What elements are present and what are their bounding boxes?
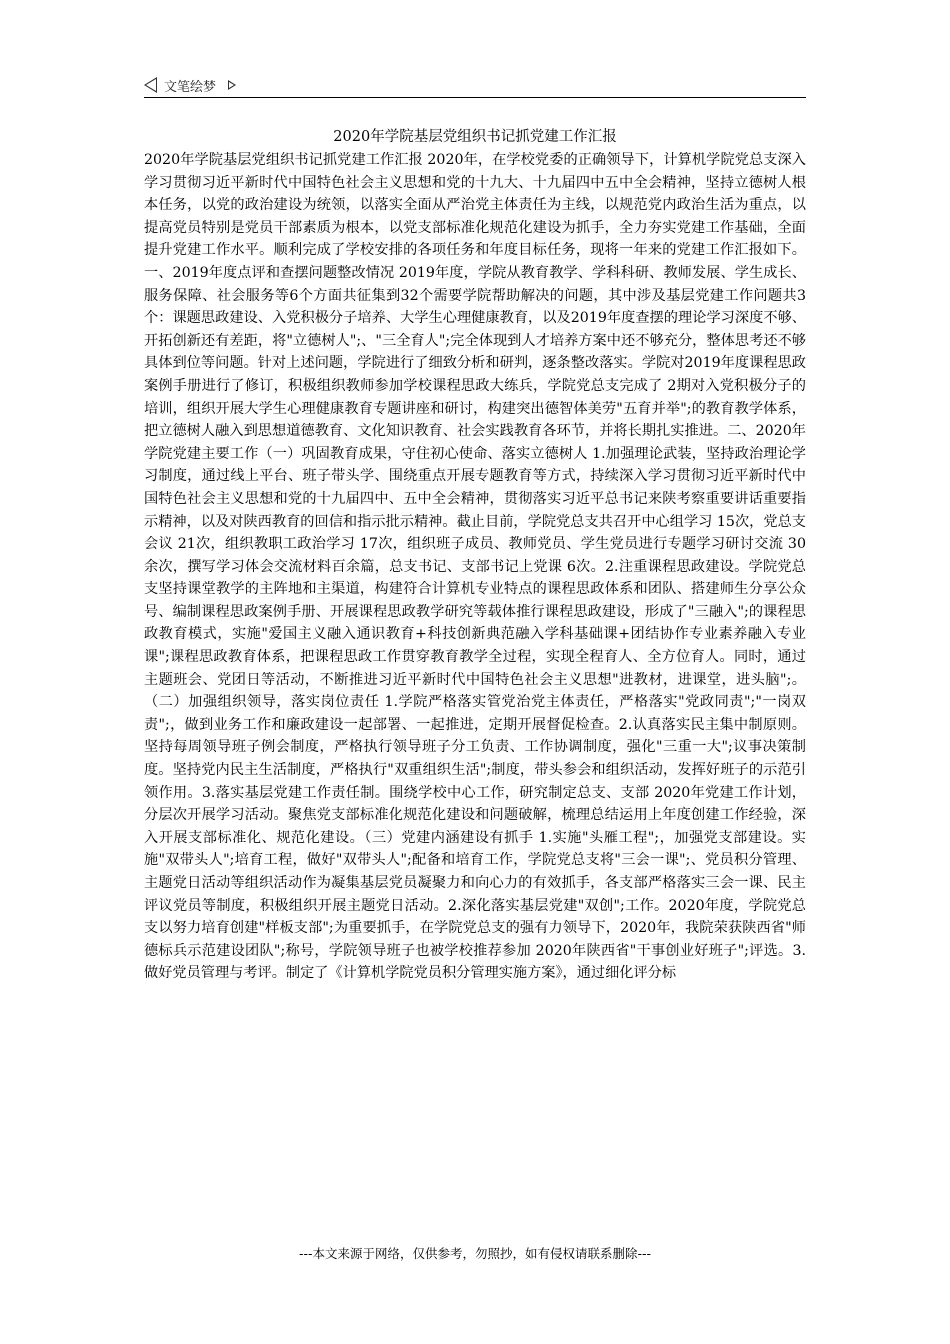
brand <box>144 72 806 98</box>
footer-notice: ---本文来源于网络，仅供参考，勿照抄，如有侵权请联系删除--- <box>298 1246 652 1261</box>
document-body: 2020年学院基层党组织书记抓党建工作汇报 2020年，在学校党委的正确领导下，计算机学院党总支深入学习贯彻习近平新时代中国特色社会主义思想和党的十九大、十九届四中五中全会精神，坚持立德树人根本任务，以党的政治建设为统领，以落实全面从严治党主体责任为主线，以规范党内政治生活为重点，以提高党员特别是党员干部素质为根本，以党支部标准化规范化建设为抓手，全力夯实党建工作基础，全面提升党建工作水平。顺利完成了学校安排的各项任务和年度目标任务，现将一年来的党建工作汇报如下。一、2019年度点评和查摆问题整改情况 2019年度，学院从教育教学、学科科研、教师发展、学生成长、服务保障、社会服务等6个方面共征集到32个需要学院帮助解决的问题，其中涉及基层党建工作问题共3个：课题思政建设、入党积极分子培养、大学生心理健康教育，以及2019年度查摆的理论学习深度不够、开拓创新还有差距，将"立德树人";、"三全育人";完全体现到人才培养方案中还不够充分，整体思考还不够具体到位等问题。针对上述问题，学院进行了细致分析和研判，逐条整改落实。学院对2019年度课程思政案例手册进行了修订，积极组织教师参加学校课程思政大练兵，学院党总支完成了 2期对入党积极分子的培训，组织开展大学生心理健康教育专题讲座和研讨，构建突出德智体美劳"五育并举";的教育教学体系，把立德树人融入到思想道德教育、文化知识教育、社会实践教育各环节，并将长期扎实推进。二、2020年学院党建主要工作（一）巩固教育成果，守住初心使命、落实立德树人 1.加强理论武装，坚持政治理论学习制度，通过线上平台、班子带头学、围绕重点开展专题教育等方式，持续深入学习贯彻习近平新时代中国特色社会主义思想和党的十九届四中、五中全会精神，贯彻落实习近平总书记来陕考察重要讲话重要指示精神，以及对陕西教育的回信和指示批示精神。截止目前，学院党总支共召开中心组学习 15次，党总支会议 21次，组织教职工政治学习 17次，组织班子成员、教师党员、学生党员进行专题学习研讨交流 30余次，撰写学习体会交流材料百余篇，总支书记、支部书记上党课 6次。2.注重课程思政建设。学院党总支坚持课堂教学的主阵地和主渠道，构建符合计算机专业特点的课程思政体系和团队、搭建师生分享公众号、编制课程思政案例手册、开展课程思政教学研究等载体推行课程思政建设，形成了"三融入";的课程思政教育模式，实施"爱国主义融入通识教育+科技创新典范融入学科基础课+团结协作专业素养融入专业课";课程思政教育体系，把课程思政工作贯穿教育教学全过程，实现全程育人、全方位育人。同时，通过主题班会、党团日等活动，不断推进习近平新时代中国特色社会主义思想"进教材，进课堂，进头脑";。（二）加强组织领导，落实岗位责任 1.学院严格落实管党治党主体责任，严格落实"党政同责";"一岗双责";，做到业务工作和廉政建设一起部署、一起推进，定期开展督促检查。2.认真落实民主集中制原则。坚持每周领导班子例会制度，严格执行领导班子分工负责、工作协调制度，强化"三重一大";议事决策制度。坚持党内民主生活制度，严格执行"双重组织生活";制度，带头参会和组织活动，发挥好班子的示范引领作用。3.落实基层党建工作责任制。围绕学校中心工作，研究制定总支、支部 2020年党建工作计划，分层次开展学习活动。聚焦党支部标准化规范化建设和问题破解，梳理总结运用上年度创建工作经验，深入开展支部标准化、规范化建设。（三）党建内涵建设有抓手 1.实施"头雁工程";，加强党支部建设。实施"双带头人";培育工程，做好"双带头人";配备和培育工作，学院党总支将"三会一课";、党员积分管理、主题党日活动等组织活动作为凝集基层党员凝聚力和向心力的有效抓手，各支部严格落实三会一课、民主评议党员等制度，积极组织开展主题党日活动。2.深化落实基层党建"双创";工作。2020年度，学院党总支以努力培育创建"样板支部";为重要抓手，在学院党总支的强有力领导下，2020年，我院荣获陕西省"师德标兵示范建设团队";称号，学院领导班子也被学校推荐参加 2020年陕西省"干事创业好班子";评选。3.做好党员管理与考评。制定了《计算机学院党员积分管理实施方案》，通过细化评分标 <box>144 152 806 982</box>
page-header <box>144 72 806 98</box>
triangle-right-icon <box>228 80 236 90</box>
header-divider <box>144 97 806 98</box>
triangle-left-icon <box>144 77 157 93</box>
brand-name: 文笔绘梦 <box>164 79 217 95</box>
document-title: 2020年学院基层党组织书记抓党建工作汇报 <box>333 129 617 145</box>
